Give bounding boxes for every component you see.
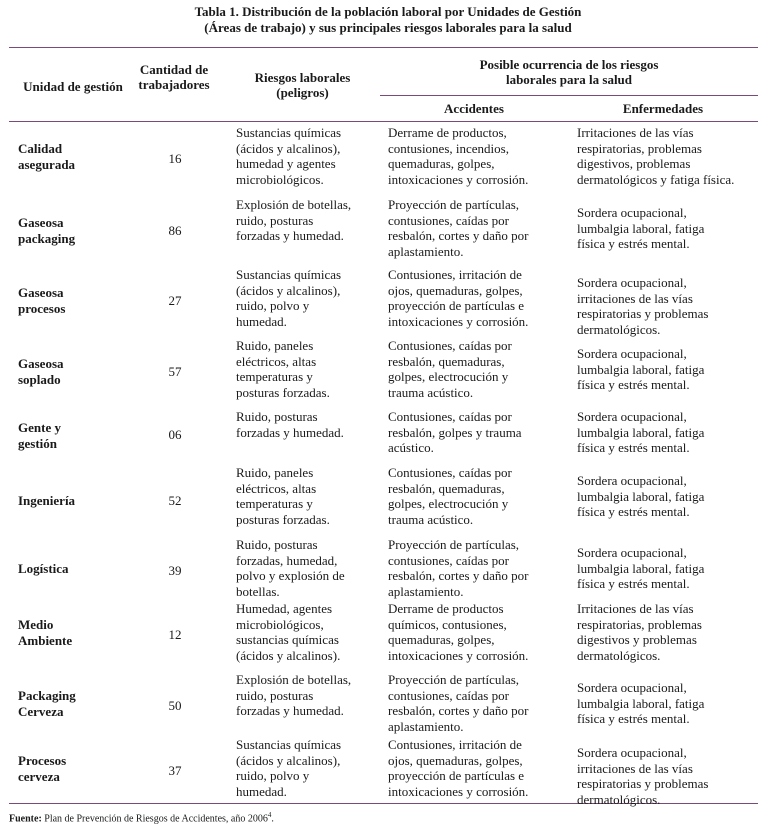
risks-cell: Humedad, agentes microbiológicos, sustancias químicas (ácidos y alcalinos).: [236, 601, 341, 663]
unit-cell: Logística: [18, 561, 69, 576]
header-accidents: Accidentes: [444, 101, 504, 116]
count-cell: 06: [168, 427, 182, 442]
unit-cell: Packaging Cerveza: [18, 688, 76, 719]
unit-cell: Ingeniería: [18, 493, 76, 508]
diseases-cell: Sordera ocupacional, lumbalgia laboral, fatiga física y estrés mental.: [577, 545, 705, 591]
source-text: Plan de Prevención de Riesgos de Accidentes, año 2006: [41, 813, 268, 825]
accidents-cell: Contusiones, irritación de ojos, quemaduras, golpes, proyección de partículas e intoxicaciones y corrosión.: [388, 267, 529, 329]
header-bottom-rule: [9, 121, 758, 122]
header-occurrence: Posible ocurrencia de los riesgos laborales para la salud: [479, 57, 659, 87]
diseases-cell: Sordera ocupacional, lumbalgia laboral, fatiga física y estrés mental.: [577, 680, 705, 726]
risks-cell: Sustancias químicas (ácidos y alcalinos), humedad y agentes microbiológicos.: [236, 125, 342, 187]
count-cell: 39: [168, 563, 182, 578]
table-caption: [0, 4, 776, 36]
table-source: [9, 809, 274, 825]
unit-cell: Calidad asegurada: [18, 141, 76, 172]
header-unit: Unidad de gestión: [23, 79, 123, 94]
diseases-cell: Irritaciones de las vías respiratorias, problemas digestivos, problemas dermatológicos y fatiga física.: [577, 125, 735, 187]
diseases-cell: Sordera ocupacional, lumbalgia laboral, fatiga física y estrés mental.: [577, 205, 705, 251]
accidents-cell: Derrame de productos, contusiones, incendios, quemaduras, golpes, intoxicaciones y corrosión.: [388, 125, 529, 187]
risks-cell: Sustancias químicas (ácidos y alcalinos), ruido, polvo y humedad.: [236, 267, 342, 329]
count-cell: 52: [168, 493, 182, 508]
top-rule: [9, 47, 758, 48]
count-cell: 57: [168, 364, 182, 379]
caption-line-2: (Áreas de trabajo) y sus principales riesgos laborales para la salud: [204, 20, 572, 35]
count-cell: 27: [168, 293, 182, 308]
count-cell: 50: [168, 698, 182, 713]
accidents-cell: Contusiones, caídas por resbalón, quemaduras, golpes, electrocución y trauma acústico.: [388, 465, 512, 527]
accidents-cell: Contusiones, caídas por resbalón, golpes y trauma acústico.: [388, 409, 522, 455]
risks-cell: Explosión de botellas, ruido, posturas forzadas y humedad.: [236, 197, 352, 243]
subheader-rule: [380, 95, 758, 96]
risks-cell: Sustancias químicas (ácidos y alcalinos), ruido, polvo y humedad.: [236, 737, 342, 799]
risks-cell: Explosión de botellas, ruido, posturas forzadas y humedad.: [236, 672, 352, 718]
diseases-cell: Sordera ocupacional, lumbalgia laboral, fatiga física y estrés mental.: [577, 409, 705, 455]
risks-cell: Ruido, posturas forzadas y humedad.: [236, 409, 344, 440]
source-superscript: 4: [267, 811, 272, 819]
diseases-cell: Irritaciones de las vías respiratorias, problemas digestivos y problemas dermatológicos.: [577, 601, 702, 663]
unit-cell: Gaseosa soplado: [18, 356, 64, 387]
accidents-cell: Contusiones, caídas por resbalón, quemaduras, golpes, electrocución y trauma acústico.: [388, 338, 512, 400]
risks-cell: Ruido, paneles eléctricos, altas temperaturas y posturas forzadas.: [236, 338, 330, 400]
accidents-cell: Contusiones, irritación de ojos, quemaduras, golpes, proyección de partículas e intoxicaciones y corrosión.: [388, 737, 529, 799]
accidents-cell: Derrame de productos químicos, contusiones, quemaduras, golpes, intoxicaciones y corrosión.: [388, 601, 529, 663]
unit-cell: Procesos cerveza: [18, 753, 67, 784]
diseases-cell: Sordera ocupacional, lumbalgia laboral, fatiga física y estrés mental.: [577, 346, 705, 392]
diseases-cell: Sordera ocupacional, irritaciones de las vías respiratorias y problemas dermatológicos.: [577, 745, 709, 807]
unit-cell: Gaseosa packaging: [18, 215, 76, 246]
risks-cell: Ruido, posturas forzadas, humedad, polvo y explosión de botellas.: [236, 537, 345, 599]
accidents-cell: Proyección de partículas, contusiones, caídas por resbalón, cortes y daño por aplastamiento.: [388, 537, 529, 599]
diseases-cell: Sordera ocupacional, lumbalgia laboral, fatiga física y estrés mental.: [577, 473, 705, 519]
count-cell: 16: [168, 151, 182, 166]
header-count: Cantidad de trabajadores: [138, 62, 210, 92]
caption-line-1: Tabla 1. Distribución de la población laboral por Unidades de Gestión: [194, 4, 582, 19]
diseases-cell: Sordera ocupacional, irritaciones de las vías respiratorias y problemas dermatológicos.: [577, 275, 709, 337]
count-cell: 37: [168, 763, 182, 778]
header-diseases: Enfermedades: [622, 101, 704, 116]
count-cell: 86: [168, 223, 182, 238]
source-end: .: [271, 813, 274, 825]
header-risks: Riesgos laborales (peligros): [254, 70, 351, 100]
risks-cell: Ruido, paneles eléctricos, altas temperaturas y posturas forzadas.: [236, 465, 330, 527]
unit-cell: Gaseosa procesos: [18, 285, 66, 316]
accidents-cell: Proyección de partículas, contusiones, caídas por resbalón, cortes y daño por aplastamiento.: [388, 197, 529, 259]
accidents-cell: Proyección de partículas, contusiones, caídas por resbalón, cortes y daño por aplastamiento.: [388, 672, 529, 734]
unit-cell: Gente y gestión: [18, 420, 61, 451]
source-label: Fuente:: [9, 813, 42, 825]
count-cell: 12: [168, 627, 182, 642]
unit-cell: Medio Ambiente: [18, 617, 73, 648]
